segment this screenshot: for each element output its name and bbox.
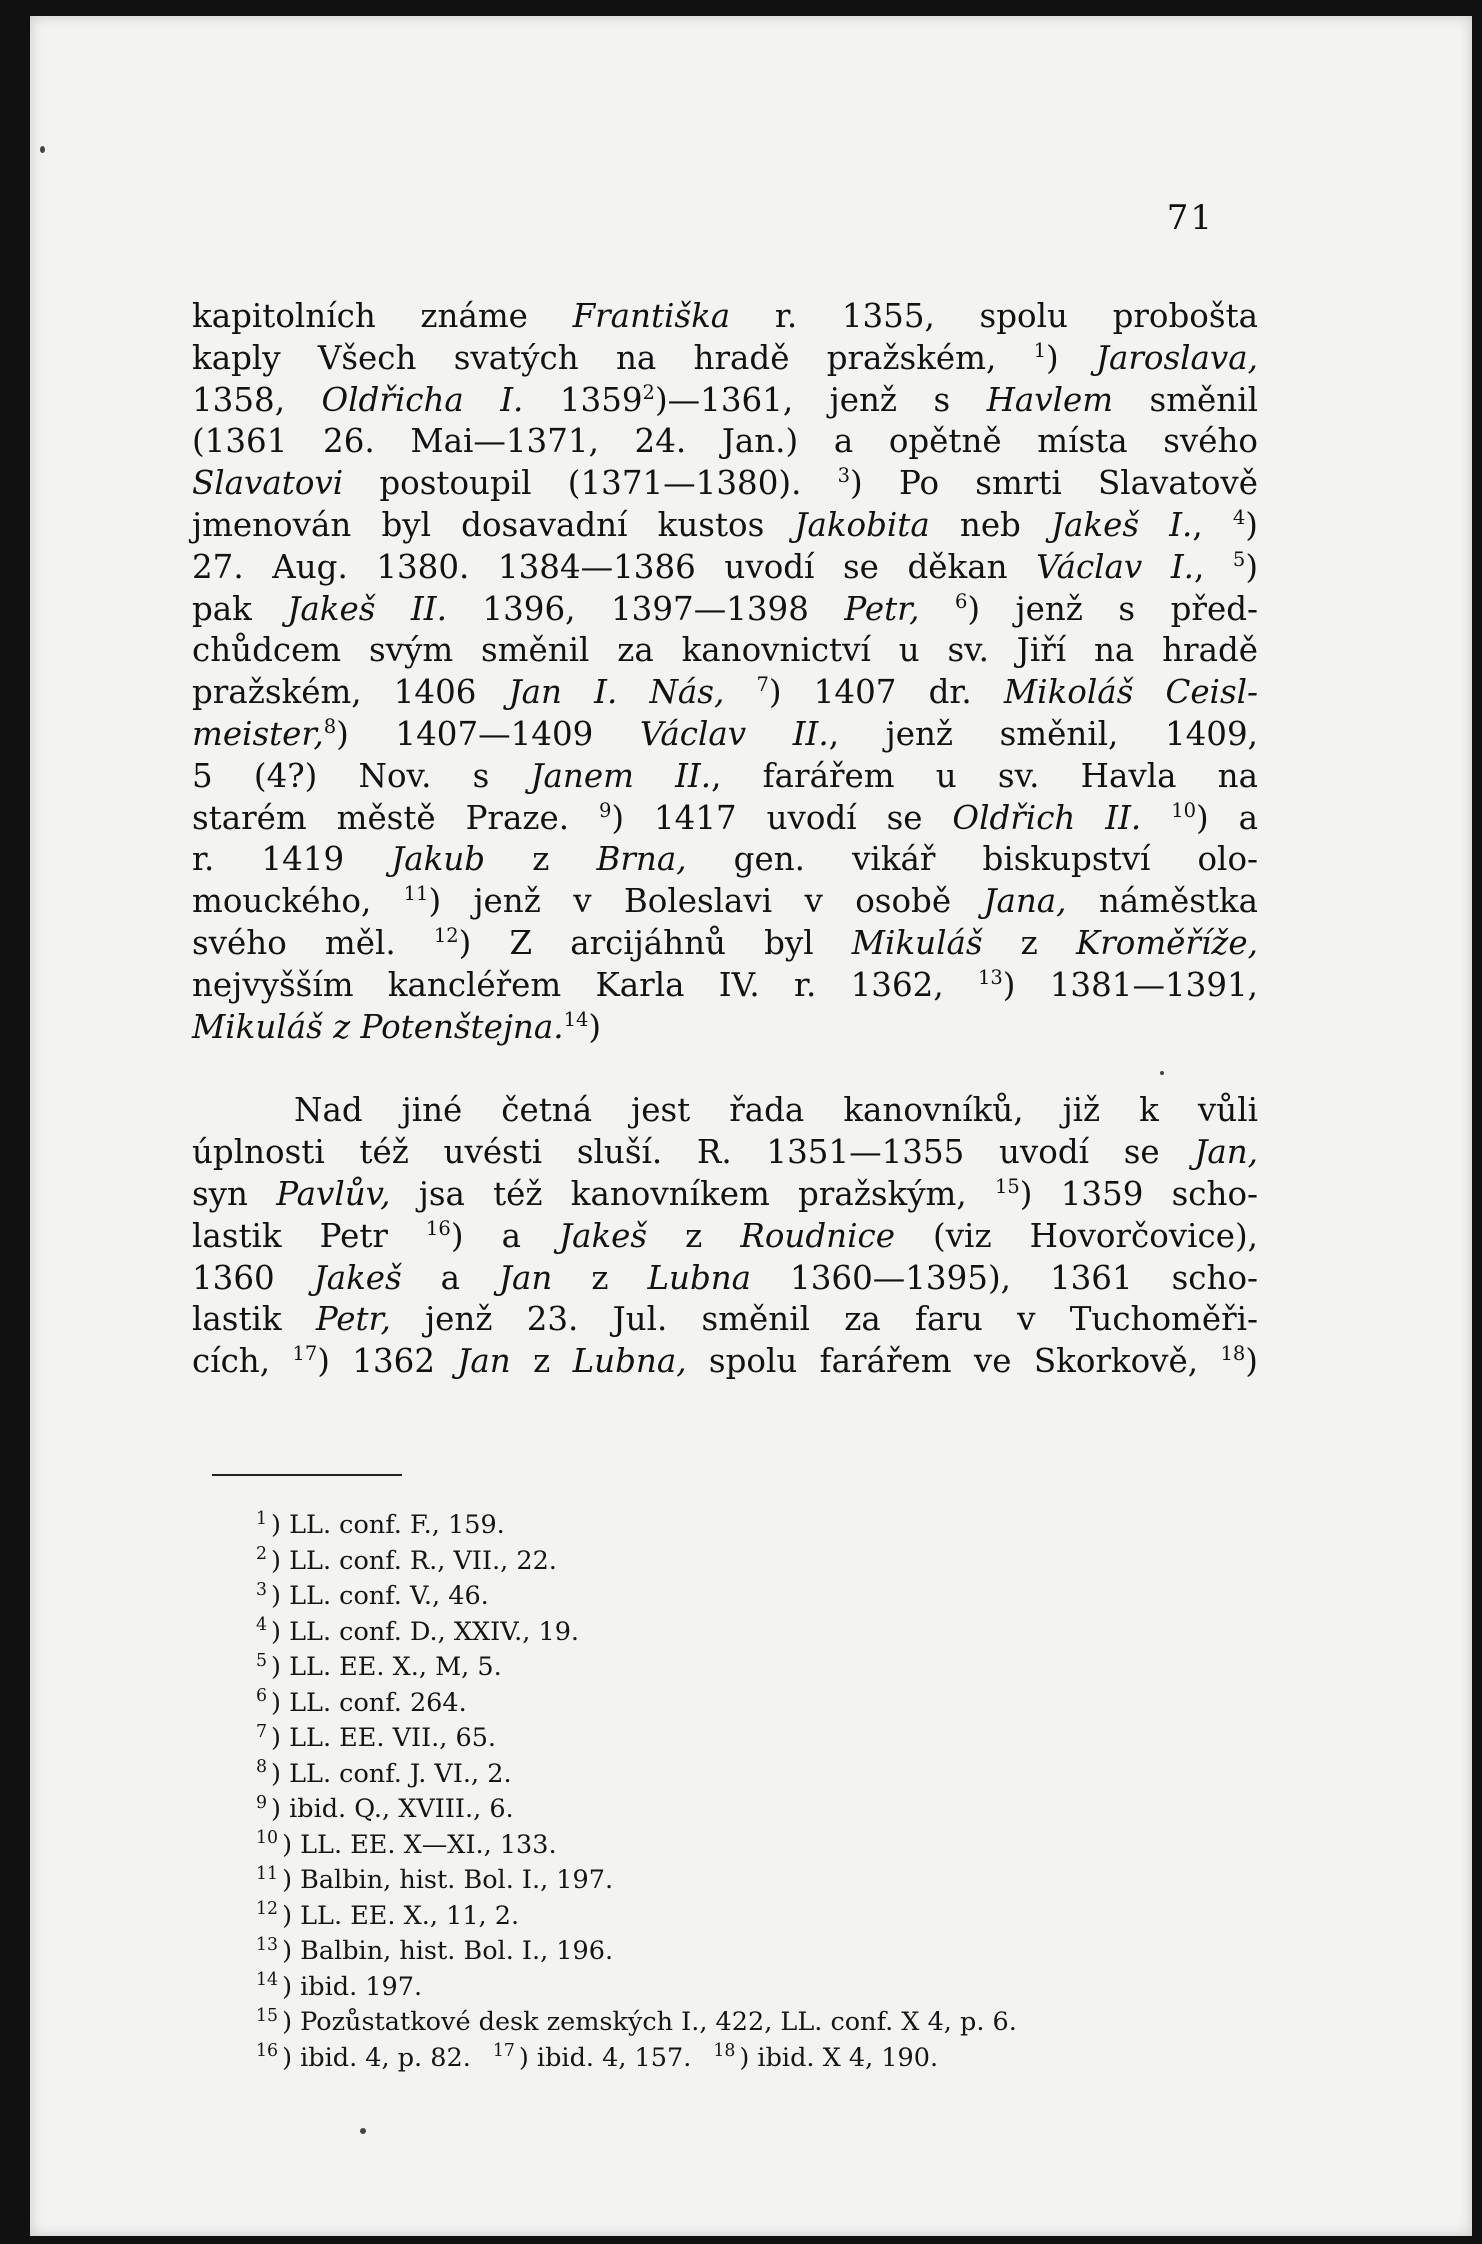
footnote-ref: 1 xyxy=(1033,338,1046,362)
footnote-ref: 18 xyxy=(1220,1342,1246,1366)
text-line: cích, $^{17}$) 1362 Jan z Lubna, spolu farářem ve Skorkově, $^{18}$) xyxy=(192,1342,1258,1381)
text-line: mouckého, $^{11}$) jenž v Boleslavi v osobě Jana, náměstka xyxy=(192,882,1258,921)
footnote-ref: 2 xyxy=(642,380,655,404)
footnote: $^{14}$ ) ibid. 197. xyxy=(256,1970,423,2002)
text-line: Slavatovi postoupil (1371—1380). $^3$) Po smrti Slavatově xyxy=(192,464,1258,503)
footnote-ref: 11 xyxy=(403,882,429,906)
footnote-ref: 15 xyxy=(994,1175,1020,1199)
footnote: $^{18}$ ) ibid. X 4, 190. xyxy=(713,2041,939,2073)
text-line: 27. Aug. 1380. 1384—1386 uvodí se děkan Václav I., $^5$) xyxy=(192,547,1258,586)
footnote-ref: 14 xyxy=(563,1007,589,1031)
footnote: $^{16}$ ) ibid. 4, p. 82. xyxy=(256,2041,471,2073)
text-line: lastik Petr $^{16}$) a Jakeš z Roudnice (viz Hovorčovice), xyxy=(192,1216,1259,1255)
text-line: r. 1419 Jakub z Brna, gen. vikář biskupství olo- xyxy=(192,840,1258,879)
footnote: $^2$ ) LL. conf. R., VII., 22. xyxy=(256,1544,557,1576)
text-line: pak Jakeš II. 1396, 1397—1398 Petr, $^6$) jenž s před- xyxy=(192,589,1258,628)
footnote: $^8$ ) LL. conf. J. VI., 2. xyxy=(256,1757,512,1789)
footnote: $^{15}$ ) Pozůstatkové desk zemských I., 422, LL. conf. X 4, p. 6. xyxy=(256,2005,1017,2037)
footnote: $^{10}$ ) LL. EE. X—XI., 133. xyxy=(256,1828,557,1860)
paragraph-1 xyxy=(192,296,1258,1048)
paragraph-2 xyxy=(192,1090,1258,1383)
footnote-ref: 13 xyxy=(977,965,1003,989)
text-line: kapitolních známe Františka r. 1355, spolu proboštа xyxy=(192,297,1258,335)
footnote-ref: 12 xyxy=(433,924,459,948)
page-number: 71 xyxy=(1166,198,1214,238)
footnote: $^6$ ) LL. conf. 264. xyxy=(256,1686,467,1718)
text-line: 1358, Oldřicha I. 1359$^2$)—1361, jenž s Havlem směnil xyxy=(192,380,1258,419)
footnote: $^{12}$ ) LL. EE. X., 11, 2. xyxy=(256,1899,520,1931)
text-line: starém městě Praze. $^9$) 1417 uvodí se Oldřich II. $^{10}$) a xyxy=(192,798,1258,837)
footnote-ref: 7 xyxy=(756,673,769,697)
footnote: $^1$ ) LL. conf. F., 159. xyxy=(256,1508,505,1540)
text-line: pražském, 1406 Jan I. Nás, $^7$) 1407 dr. Mikoláš Ceisl- xyxy=(192,673,1259,712)
text-line: 5 (4?) Nov. s Janem II., farářem u sv. Havla na xyxy=(192,756,1258,795)
footnote-ref: 17 xyxy=(292,1342,318,1366)
text-line: svého měl. $^{12}$) Z arcijáhnů byl Mikuláš z Kroměříže, xyxy=(192,923,1258,962)
footnote-ref: 3 xyxy=(837,464,851,488)
footnote-ref: 10 xyxy=(1171,798,1197,822)
footnote: $^{13}$ ) Balbin, hist. Bol. I., 196. xyxy=(256,1934,614,1966)
text-line: (1361 26. Mai—1371, 24. Jan.) a opětně místa svého xyxy=(192,422,1258,461)
text-line: Mikuláš z Potenštejna.$^{14}$) xyxy=(192,1007,602,1046)
text-line: jmenován byl dosavadní kustos Jakobita neb Jakeš I., $^4$) xyxy=(192,505,1258,544)
footnote-ref: 8 xyxy=(323,715,337,739)
text-line: 1360 Jakeš a Jan z Lubna 1360—1395), 1361 scho- xyxy=(192,1258,1258,1297)
footnote-ref: 6 xyxy=(954,589,968,613)
footnotes xyxy=(256,1508,1266,2076)
footnote: $^7$ ) LL. EE. VII., 65. xyxy=(256,1721,497,1753)
footnote-divider xyxy=(212,1474,402,1476)
text-line: syn Pavlův, jsa též kanovníkem pražským, $^{15}$) 1359 scho- xyxy=(192,1174,1258,1213)
main-text xyxy=(192,296,1258,1383)
text-line: úplnosti též uvésti sluší. R. 1351—1355 uvodí se Jan, xyxy=(192,1133,1258,1172)
text-line: Nad jiné četná jest řada kanovníků, již k vůli xyxy=(294,1091,1258,1130)
footnote: $^{11}$ ) Balbin, hist. Bol. I., 197. xyxy=(256,1863,614,1895)
footnote-ref: 4 xyxy=(1232,506,1246,530)
print-speck xyxy=(1160,1071,1164,1075)
text-line: lastik Petr, jenž 23. Jul. směnil za faru v Tuchoměři- xyxy=(192,1300,1258,1339)
footnote-combined-line xyxy=(256,2041,1266,2077)
print-speck xyxy=(40,146,45,153)
footnote-ref: 5 xyxy=(1232,547,1246,571)
text-line: nejvyšším kancléřem Karla IV. r. 1362, $^{13}$) 1381—1391, xyxy=(192,965,1258,1004)
footnote: $^{17}$ ) ibid. 4, 157. xyxy=(492,2041,692,2073)
text-line: kaply Všech svatých na hradě pražském, $^1$) Jaroslava, xyxy=(192,338,1258,377)
print-speck xyxy=(360,2128,366,2134)
footnote: $^5$ ) LL. EE. X., M, 5. xyxy=(256,1650,502,1682)
text-line: meister,$^8$) 1407—1409 Václav II., jenž směnil, 1409, xyxy=(192,714,1258,753)
text-line: chůdcem svým směnil za kanovnictví u sv. Jiří na hradě xyxy=(192,631,1258,670)
footnote: $^4$ ) LL. conf. D., XXIV., 19. xyxy=(256,1615,580,1647)
footnote: $^3$ ) LL. conf. V., 46. xyxy=(256,1579,489,1611)
footnote: $^9$ ) ibid. Q., XVIII., 6. xyxy=(256,1792,514,1824)
footnote-ref: 16 xyxy=(426,1216,451,1240)
book-page xyxy=(30,16,1472,2236)
footnote-ref: 9 xyxy=(598,798,612,822)
